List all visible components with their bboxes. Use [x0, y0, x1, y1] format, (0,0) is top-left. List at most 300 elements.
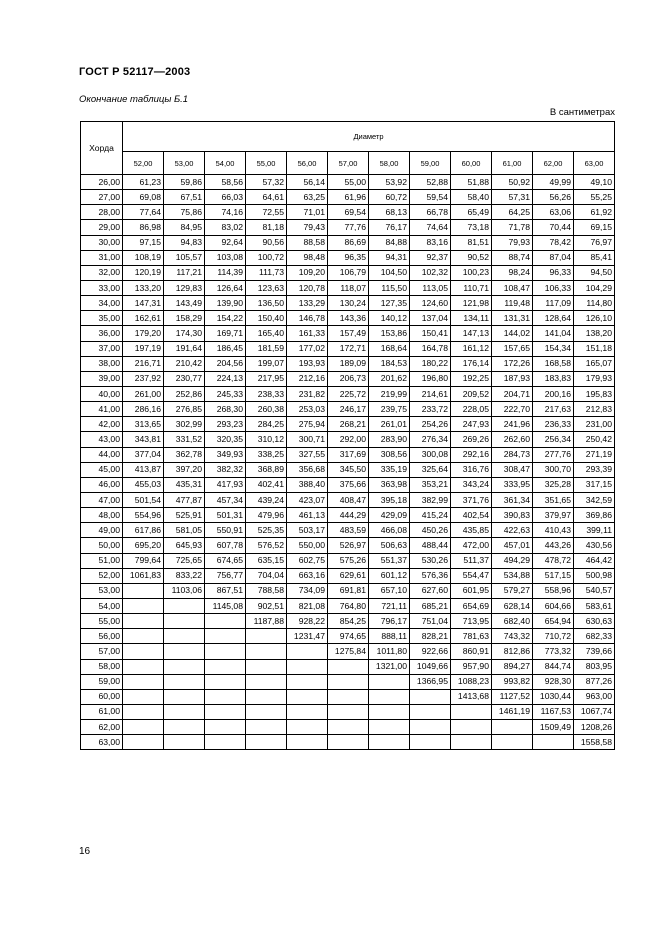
- value-cell: 292,00: [328, 432, 369, 447]
- table-row: [81, 583, 615, 598]
- value-cell: 860,91: [451, 644, 492, 659]
- value-cell: 85,41: [574, 250, 615, 265]
- value-cell: 100,72: [246, 250, 287, 265]
- value-cell: 399,11: [574, 523, 615, 538]
- value-cell: 821,08: [287, 598, 328, 613]
- value-cell: 540,57: [574, 583, 615, 598]
- value-cell: 86,98: [123, 220, 164, 235]
- value-cell: [451, 735, 492, 750]
- value-cell: 96,35: [328, 250, 369, 265]
- value-cell: 58,40: [451, 190, 492, 205]
- value-cell: 106,33: [533, 280, 574, 295]
- value-cell: 73,18: [451, 220, 492, 235]
- chord-cell: 62,00: [81, 720, 123, 735]
- value-cell: 353,21: [410, 477, 451, 492]
- table-row: [81, 598, 615, 613]
- chord-cell: 33,00: [81, 280, 123, 295]
- value-cell: [533, 735, 574, 750]
- value-cell: 195,83: [574, 386, 615, 401]
- value-cell: 74,16: [205, 205, 246, 220]
- value-cell: 331,52: [164, 432, 205, 447]
- value-cell: 276,85: [164, 402, 205, 417]
- chord-cell: 61,00: [81, 704, 123, 719]
- value-cell: 286,16: [123, 402, 164, 417]
- value-cell: 58,56: [205, 175, 246, 190]
- table-row: [81, 432, 615, 447]
- value-cell: 320,35: [205, 432, 246, 447]
- column-header: 62,00: [533, 152, 574, 175]
- value-cell: 844,74: [533, 659, 574, 674]
- value-cell: [492, 735, 533, 750]
- value-cell: [328, 704, 369, 719]
- value-cell: 210,42: [164, 356, 205, 371]
- value-cell: 371,76: [451, 492, 492, 507]
- value-cell: 343,81: [123, 432, 164, 447]
- column-header: 63,00: [574, 152, 615, 175]
- value-cell: 238,33: [246, 386, 287, 401]
- value-cell: 77,76: [328, 220, 369, 235]
- value-cell: 204,56: [205, 356, 246, 371]
- value-cell: 154,34: [533, 341, 574, 356]
- value-cell: 108,47: [492, 280, 533, 295]
- value-cell: 61,96: [328, 190, 369, 205]
- value-cell: 109,20: [287, 265, 328, 280]
- table-row: [81, 341, 615, 356]
- value-cell: 164,78: [410, 341, 451, 356]
- value-cell: 75,86: [164, 205, 205, 220]
- column-header: 52,00: [123, 152, 164, 175]
- value-cell: 402,54: [451, 508, 492, 523]
- value-cell: 408,47: [328, 492, 369, 507]
- value-cell: [451, 720, 492, 735]
- value-cell: 84,88: [369, 235, 410, 250]
- value-cell: 390,83: [492, 508, 533, 523]
- table-row: [81, 280, 615, 295]
- value-cell: 154,22: [205, 311, 246, 326]
- value-cell: 867,51: [205, 583, 246, 598]
- value-cell: 430,56: [574, 538, 615, 553]
- value-cell: 756,77: [205, 568, 246, 583]
- value-cell: 204,71: [492, 386, 533, 401]
- value-cell: 1145,08: [205, 598, 246, 613]
- value-cell: 86,69: [328, 235, 369, 250]
- value-cell: 252,86: [164, 386, 205, 401]
- value-cell: 654,94: [533, 614, 574, 629]
- value-cell: 141,04: [533, 326, 574, 341]
- value-cell: 98,24: [492, 265, 533, 280]
- value-cell: 69,15: [574, 220, 615, 235]
- value-cell: 704,04: [246, 568, 287, 583]
- value-cell: 803,95: [574, 659, 615, 674]
- chord-cell: 55,00: [81, 614, 123, 629]
- value-cell: 150,40: [246, 311, 287, 326]
- column-header: 54,00: [205, 152, 246, 175]
- value-cell: [123, 720, 164, 735]
- value-cell: 957,90: [451, 659, 492, 674]
- value-cell: 663,16: [287, 568, 328, 583]
- value-cell: 922,66: [410, 644, 451, 659]
- value-cell: 751,04: [410, 614, 451, 629]
- value-cell: 888,11: [369, 629, 410, 644]
- value-cell: 254,26: [410, 417, 451, 432]
- value-cell: [246, 629, 287, 644]
- value-cell: 231,00: [574, 417, 615, 432]
- value-cell: 1208,26: [574, 720, 615, 735]
- value-cell: 126,10: [574, 311, 615, 326]
- value-cell: 98,48: [287, 250, 328, 265]
- value-cell: 526,97: [328, 538, 369, 553]
- value-cell: 781,63: [451, 629, 492, 644]
- value-cell: 114,80: [574, 296, 615, 311]
- chord-cell: 46,00: [81, 477, 123, 492]
- value-cell: 369,86: [574, 508, 615, 523]
- value-cell: 186,45: [205, 341, 246, 356]
- value-cell: 165,07: [574, 356, 615, 371]
- value-cell: 725,65: [164, 553, 205, 568]
- value-cell: 126,64: [205, 280, 246, 295]
- value-cell: 628,14: [492, 598, 533, 613]
- value-cell: 271,19: [574, 447, 615, 462]
- value-cell: [451, 704, 492, 719]
- value-cell: 682,33: [574, 629, 615, 644]
- value-cell: 313,65: [123, 417, 164, 432]
- value-cell: 558,96: [533, 583, 574, 598]
- value-cell: 1187,88: [246, 614, 287, 629]
- table-row: [81, 326, 615, 341]
- value-cell: 239,75: [369, 402, 410, 417]
- value-cell: 799,64: [123, 553, 164, 568]
- value-cell: 83,02: [205, 220, 246, 235]
- value-cell: [205, 614, 246, 629]
- value-cell: 397,20: [164, 462, 205, 477]
- value-cell: 172,71: [328, 341, 369, 356]
- value-cell: 256,34: [533, 432, 574, 447]
- value-cell: [164, 598, 205, 613]
- value-cell: 1509,49: [533, 720, 574, 735]
- chord-cell: 45,00: [81, 462, 123, 477]
- value-cell: 854,25: [328, 614, 369, 629]
- value-cell: 147,31: [123, 296, 164, 311]
- value-cell: 130,24: [328, 296, 369, 311]
- table-row: [81, 492, 615, 507]
- value-cell: 176,14: [451, 356, 492, 371]
- value-cell: 362,78: [164, 447, 205, 462]
- value-cell: 52,88: [410, 175, 451, 190]
- value-cell: 228,05: [451, 402, 492, 417]
- value-cell: 443,26: [533, 538, 574, 553]
- value-cell: 187,93: [492, 371, 533, 386]
- value-cell: 161,33: [287, 326, 328, 341]
- value-cell: 417,93: [205, 477, 246, 492]
- value-cell: 260,38: [246, 402, 287, 417]
- value-cell: 993,82: [492, 674, 533, 689]
- value-cell: 1413,68: [451, 689, 492, 704]
- value-cell: 710,72: [533, 629, 574, 644]
- value-cell: 284,25: [246, 417, 287, 432]
- value-cell: 503,17: [287, 523, 328, 538]
- value-cell: [205, 689, 246, 704]
- table-row: [81, 689, 615, 704]
- value-cell: 554,47: [451, 568, 492, 583]
- value-cell: 335,19: [369, 462, 410, 477]
- value-cell: 108,19: [123, 250, 164, 265]
- value-cell: 479,96: [246, 508, 287, 523]
- value-cell: 140,12: [369, 311, 410, 326]
- value-cell: [287, 674, 328, 689]
- chord-cell: 50,00: [81, 538, 123, 553]
- column-header: 55,00: [246, 152, 287, 175]
- value-cell: [123, 674, 164, 689]
- value-cell: 300,70: [533, 462, 574, 477]
- table-row: [81, 508, 615, 523]
- value-cell: 74,64: [410, 220, 451, 235]
- value-cell: 500,98: [574, 568, 615, 583]
- value-cell: 110,71: [451, 280, 492, 295]
- value-cell: 230,77: [164, 371, 205, 386]
- value-cell: 138,20: [574, 326, 615, 341]
- chord-cell: 35,00: [81, 311, 123, 326]
- value-cell: 316,76: [451, 462, 492, 477]
- table-row: [81, 220, 615, 235]
- chord-cell: 36,00: [81, 326, 123, 341]
- value-cell: 764,80: [328, 598, 369, 613]
- value-cell: 262,60: [492, 432, 533, 447]
- value-cell: 1030,44: [533, 689, 574, 704]
- value-cell: 206,73: [328, 371, 369, 386]
- chord-cell: 39,00: [81, 371, 123, 386]
- table-row: [81, 250, 615, 265]
- value-cell: 444,29: [328, 508, 369, 523]
- column-header: 57,00: [328, 152, 369, 175]
- value-cell: [205, 720, 246, 735]
- value-cell: 300,08: [410, 447, 451, 462]
- value-cell: [164, 674, 205, 689]
- column-header: 59,00: [410, 152, 451, 175]
- value-cell: 115,50: [369, 280, 410, 295]
- value-cell: 494,29: [492, 553, 533, 568]
- chord-cell: 58,00: [81, 659, 123, 674]
- value-cell: 743,32: [492, 629, 533, 644]
- value-cell: 144,02: [492, 326, 533, 341]
- value-cell: 168,58: [533, 356, 574, 371]
- value-cell: 928,22: [287, 614, 328, 629]
- value-cell: 143,36: [328, 311, 369, 326]
- value-cell: 153,86: [369, 326, 410, 341]
- value-cell: [205, 659, 246, 674]
- value-cell: 617,86: [123, 523, 164, 538]
- value-cell: 629,61: [328, 568, 369, 583]
- value-cell: 501,31: [205, 508, 246, 523]
- value-cell: [205, 674, 246, 689]
- value-cell: 129,83: [164, 280, 205, 295]
- chord-cell: 34,00: [81, 296, 123, 311]
- chord-cell: 32,00: [81, 265, 123, 280]
- table-row: [81, 462, 615, 477]
- value-cell: [123, 598, 164, 613]
- value-cell: 464,42: [574, 553, 615, 568]
- value-cell: 450,26: [410, 523, 451, 538]
- value-cell: 530,26: [410, 553, 451, 568]
- value-cell: 435,85: [451, 523, 492, 538]
- value-cell: 338,25: [246, 447, 287, 462]
- value-cell: 169,71: [205, 326, 246, 341]
- value-cell: 117,21: [164, 265, 205, 280]
- group-header-label: Диаметр: [123, 122, 615, 152]
- value-cell: [246, 674, 287, 689]
- value-cell: 90,52: [451, 250, 492, 265]
- value-cell: 81,51: [451, 235, 492, 250]
- value-cell: 123,63: [246, 280, 287, 295]
- value-cell: 67,51: [164, 190, 205, 205]
- value-cell: 69,08: [123, 190, 164, 205]
- value-cell: 472,00: [451, 538, 492, 553]
- value-cell: 111,73: [246, 265, 287, 280]
- value-cell: [123, 704, 164, 719]
- value-cell: 106,79: [328, 265, 369, 280]
- value-cell: 550,91: [205, 523, 246, 538]
- value-cell: 104,50: [369, 265, 410, 280]
- column-header: 56,00: [287, 152, 328, 175]
- value-cell: 325,64: [410, 462, 451, 477]
- value-cell: 685,21: [410, 598, 451, 613]
- table-row: [81, 735, 615, 750]
- chord-cell: 26,00: [81, 175, 123, 190]
- value-cell: [164, 720, 205, 735]
- value-cell: 66,78: [410, 205, 451, 220]
- value-cell: 410,43: [533, 523, 574, 538]
- value-cell: 147,13: [451, 326, 492, 341]
- value-cell: 50,92: [492, 175, 533, 190]
- value-cell: 119,48: [492, 296, 533, 311]
- value-cell: 246,17: [328, 402, 369, 417]
- value-cell: [328, 674, 369, 689]
- table-row: [81, 235, 615, 250]
- value-cell: 94,50: [574, 265, 615, 280]
- value-cell: 66,03: [205, 190, 246, 205]
- table-row: [81, 296, 615, 311]
- value-cell: 275,94: [287, 417, 328, 432]
- value-cell: 103,08: [205, 250, 246, 265]
- table-row: [81, 265, 615, 280]
- value-cell: 57,31: [492, 190, 533, 205]
- value-cell: 150,41: [410, 326, 451, 341]
- table-row: [81, 568, 615, 583]
- value-cell: 1011,80: [369, 644, 410, 659]
- value-cell: 189,09: [328, 356, 369, 371]
- value-cell: 682,40: [492, 614, 533, 629]
- table-row: [81, 538, 615, 553]
- value-cell: [246, 735, 287, 750]
- value-cell: 162,61: [123, 311, 164, 326]
- value-cell: 333,95: [492, 477, 533, 492]
- chord-cell: 40,00: [81, 386, 123, 401]
- value-cell: 325,28: [533, 477, 574, 492]
- value-cell: 94,31: [369, 250, 410, 265]
- value-cell: 158,29: [164, 311, 205, 326]
- value-cell: 511,37: [451, 553, 492, 568]
- column-header: 61,00: [492, 152, 533, 175]
- value-cell: 466,08: [369, 523, 410, 538]
- value-cell: 225,72: [328, 386, 369, 401]
- value-cell: 63,06: [533, 205, 574, 220]
- value-cell: 114,39: [205, 265, 246, 280]
- column-header-row: [81, 152, 615, 175]
- value-cell: 231,82: [287, 386, 328, 401]
- value-cell: [164, 629, 205, 644]
- value-cell: 674,65: [205, 553, 246, 568]
- value-cell: 77,64: [123, 205, 164, 220]
- chord-cell: 29,00: [81, 220, 123, 235]
- value-cell: 81,18: [246, 220, 287, 235]
- table-body: [81, 175, 615, 750]
- chord-cell: 44,00: [81, 447, 123, 462]
- value-cell: 1231,47: [287, 629, 328, 644]
- value-cell: [164, 659, 205, 674]
- value-cell: 483,59: [328, 523, 369, 538]
- chord-cell: 48,00: [81, 508, 123, 523]
- table-caption: Окончание таблицы Б.1: [79, 94, 189, 105]
- value-cell: [287, 659, 328, 674]
- value-cell: [205, 644, 246, 659]
- value-cell: 276,34: [410, 432, 451, 447]
- table-row: [81, 704, 615, 719]
- value-cell: [123, 644, 164, 659]
- value-cell: 349,93: [205, 447, 246, 462]
- value-cell: 69,54: [328, 205, 369, 220]
- value-cell: [164, 735, 205, 750]
- value-cell: 602,75: [287, 553, 328, 568]
- value-cell: 310,12: [246, 432, 287, 447]
- value-cell: [328, 659, 369, 674]
- value-cell: 361,34: [492, 492, 533, 507]
- value-cell: 64,25: [492, 205, 533, 220]
- value-cell: [164, 644, 205, 659]
- chord-cell: 56,00: [81, 629, 123, 644]
- value-cell: 146,78: [287, 311, 328, 326]
- value-cell: 172,26: [492, 356, 533, 371]
- value-cell: 200,16: [533, 386, 574, 401]
- table-row: [81, 386, 615, 401]
- value-cell: 214,61: [410, 386, 451, 401]
- chord-cell: 43,00: [81, 432, 123, 447]
- table-row: [81, 371, 615, 386]
- value-cell: 151,18: [574, 341, 615, 356]
- value-cell: 525,91: [164, 508, 205, 523]
- value-cell: 233,72: [410, 402, 451, 417]
- value-cell: [369, 704, 410, 719]
- value-cell: 382,99: [410, 492, 451, 507]
- value-cell: 70,44: [533, 220, 574, 235]
- value-cell: 734,09: [287, 583, 328, 598]
- value-cell: 201,62: [369, 371, 410, 386]
- value-cell: 79,43: [287, 220, 328, 235]
- value-cell: 506,63: [369, 538, 410, 553]
- value-cell: 87,04: [533, 250, 574, 265]
- value-cell: 61,23: [123, 175, 164, 190]
- value-cell: 601,95: [451, 583, 492, 598]
- value-cell: 630,63: [574, 614, 615, 629]
- value-cell: 550,00: [287, 538, 328, 553]
- value-cell: 293,39: [574, 462, 615, 477]
- value-cell: 345,50: [328, 462, 369, 477]
- value-cell: 302,99: [164, 417, 205, 432]
- value-cell: 53,92: [369, 175, 410, 190]
- value-cell: [410, 689, 451, 704]
- value-cell: [123, 689, 164, 704]
- value-cell: [410, 720, 451, 735]
- value-cell: 713,95: [451, 614, 492, 629]
- value-cell: [123, 614, 164, 629]
